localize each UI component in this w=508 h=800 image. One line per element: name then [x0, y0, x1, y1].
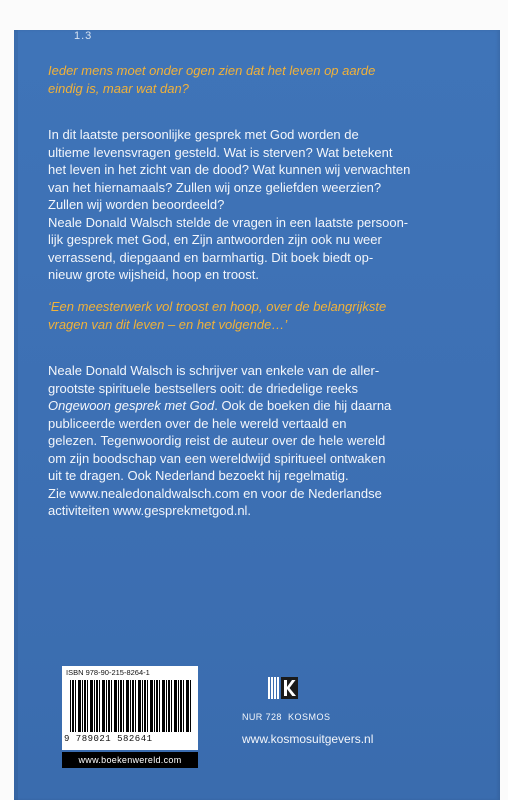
bio-line [48, 397, 448, 415]
paragraph-line: lijk gesprek met God, en Zijn antwoorden zijn ook nu weer [48, 232, 382, 247]
description-paragraph [48, 126, 448, 284]
publisher-website: www.kosmosuitgevers.nl [242, 732, 374, 746]
paragraph-line: Zullen wij worden beoordeeld? [48, 197, 225, 212]
bio-line: publiceerde werden over de hele wereld vertaald en [48, 415, 347, 431]
lead-quote-line: Ieder mens moet onder ogen zien dat het leven op aarde [48, 63, 376, 78]
review-quote [48, 298, 448, 333]
paragraph-line: ultieme levensvragen gesteld. Wat is sterven? Wat betekent [48, 144, 393, 160]
bio-line: uit te dragen. Ook Nederland bezoekt hij regelmatig. [48, 468, 349, 483]
book-title-reference: Ongewoon gesprek met God [48, 398, 215, 413]
isbn-label: ISBN 978-90-215-8264-1 [66, 668, 150, 677]
author-bio-paragraph [48, 362, 448, 520]
review-quote-line: ‘Een meesterwerk vol troost en hoop, over de belangrijkste [48, 299, 387, 314]
barcode-icon [70, 680, 192, 732]
bio-line: activiteiten www.gesprekmetgod.nl. [48, 503, 252, 518]
top-cut-text: 1.3 [74, 30, 93, 42]
paragraph-line: het leven in het zicht van de dood? Wat kunnen wij verwachten [48, 162, 411, 177]
publisher-name: KOSMOS [288, 712, 331, 722]
bio-line: Neale Donald Walsch is schrijver van enkele van de aller- [48, 363, 380, 378]
cover-edge [14, 30, 18, 800]
bio-line: grootste spirituele bestsellers ooit: de driedelige reeks [48, 380, 359, 396]
barcode-digits: 9 789021 582641 [64, 734, 153, 744]
bio-line: Zie www.nealedonaldwalsch.com en voor de Nederlandse [48, 485, 382, 501]
paragraph-line: van het hiernamaals? Zullen wij onze geliefden weerzien? [48, 179, 382, 195]
review-quote-line: vragen van dit leven – en het volgende…’ [48, 316, 288, 332]
paragraph-line: Neale Donald Walsch stelde de vragen in een laatste persoon- [48, 214, 409, 230]
bookstore-website: www.boekenwereld.com [62, 752, 198, 768]
bio-line: gelezen. Tegenwoordig reist de auteur over de hele wereld [48, 433, 386, 448]
paragraph-line: nieuw grote wijsheid, hoop en troost. [48, 267, 260, 282]
paragraph-line: verrassend, diepgaand en barmhartig. Dit boek biedt op- [48, 249, 374, 265]
bio-line-rest: . Ook de boeken die hij daarna [214, 398, 392, 413]
lead-quote-line: eindig is, maar wat dan? [48, 80, 189, 96]
kosmos-logo-icon [268, 677, 298, 705]
bio-line: om zijn boodschap van een wereldwijd spiritueel ontwaken [48, 450, 386, 466]
lead-quote [48, 62, 448, 97]
paragraph-line: In dit laatste persoonlijke gesprek met God worden de [48, 127, 359, 142]
nur-code: NUR 728 [242, 712, 282, 722]
barcode-panel [62, 666, 198, 750]
